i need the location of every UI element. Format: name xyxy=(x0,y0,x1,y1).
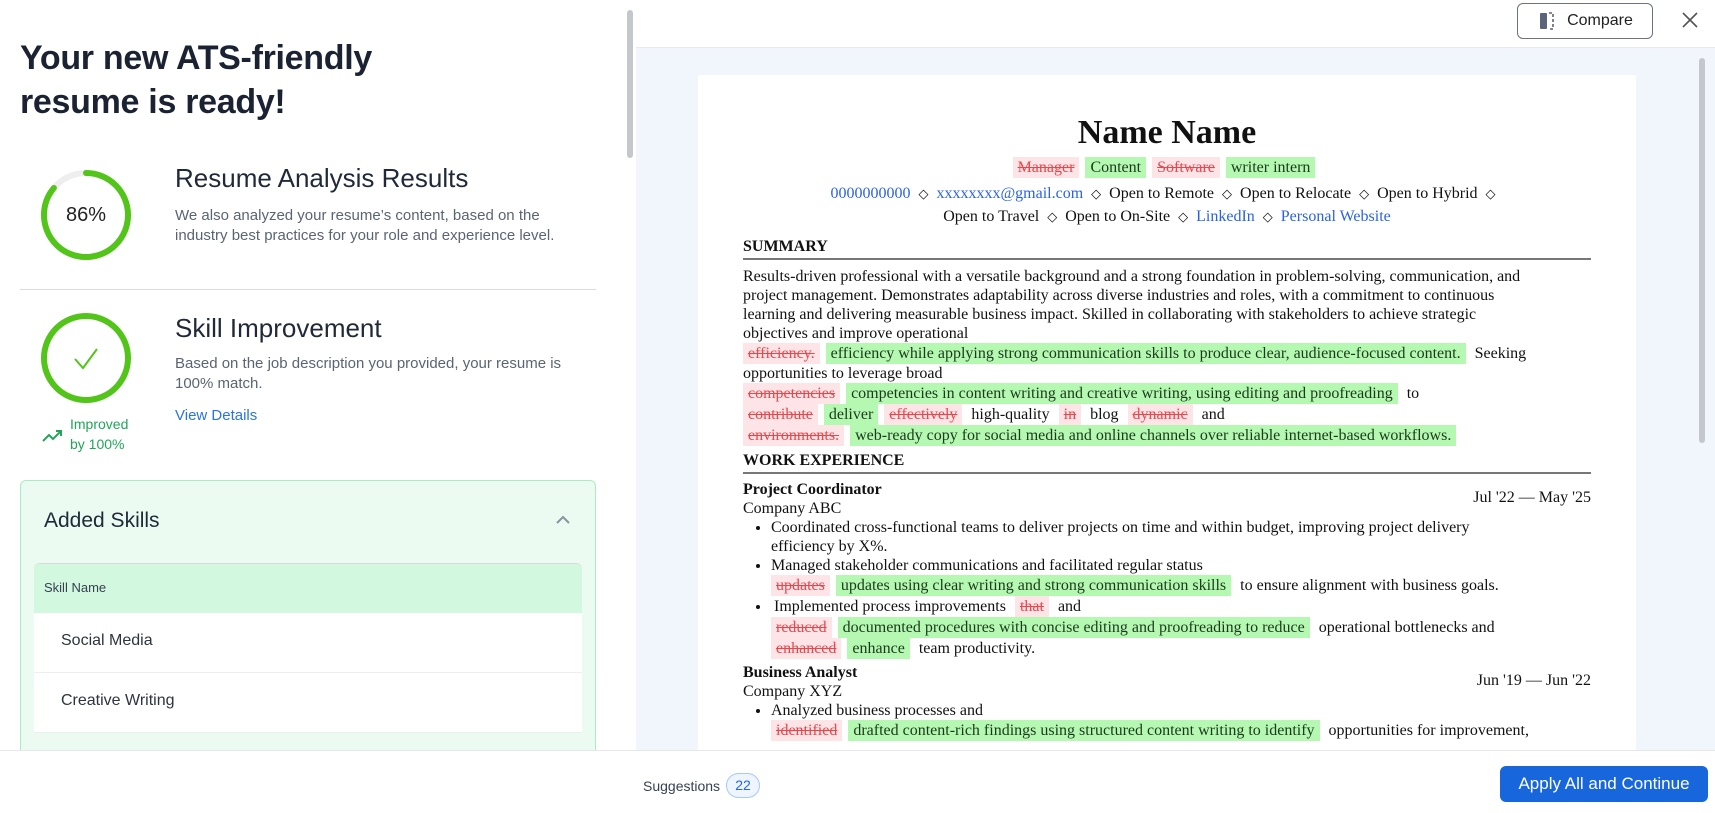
added-text-suggestion: deliver xyxy=(824,404,878,425)
improved-indicator xyxy=(42,414,128,454)
resume-line: • Managed stakeholder communications and facilitated regular status xyxy=(771,557,1203,574)
resume-text: operational bottlenecks and xyxy=(1318,619,1495,636)
resume-line xyxy=(743,425,1591,446)
left-scrollbar[interactable] xyxy=(625,0,636,750)
footer-bar xyxy=(0,750,1715,813)
bullet-item xyxy=(771,518,1591,556)
removed-text-suggestion: environments. xyxy=(743,425,844,446)
resume-line xyxy=(771,720,1591,741)
resume-line: efficiency by X%. xyxy=(771,538,888,555)
added-skills-heading: Added Skills xyxy=(44,509,160,532)
bullet-item xyxy=(771,556,1591,596)
title-line-1: Your new ATS-friendly xyxy=(20,39,372,77)
contact-line xyxy=(743,205,1591,228)
view-details-link[interactable]: View Details xyxy=(175,407,258,424)
job-bullets xyxy=(771,701,1591,741)
resume-page xyxy=(698,75,1636,750)
added-text-suggestion: competencies in content writing and creative writing, using editing and proofreading xyxy=(846,383,1398,404)
resume-line: learning and delivering measurable business impact. Skilled in collaborating with stakeholders to achieve strategic xyxy=(743,306,1477,323)
resume-text: high-quality xyxy=(971,406,1050,423)
diamond-separator-icon: ◇ xyxy=(1222,186,1233,201)
contact-link[interactable]: xxxxxxxx@gmail.com xyxy=(936,185,1084,202)
resume-line xyxy=(743,343,1591,364)
removed-text-suggestion: updates xyxy=(771,575,830,596)
summary-section xyxy=(743,267,1591,446)
removed-text-suggestion: efficiency. xyxy=(743,343,820,364)
resume-text: Seeking xyxy=(1474,345,1527,362)
score-value: 86% xyxy=(65,204,107,226)
added-text-suggestion: enhance xyxy=(847,638,909,659)
contact-item: Open to Relocate xyxy=(1240,185,1352,202)
contact-item: Open to Remote xyxy=(1109,185,1215,202)
job-title: Project Coordinator xyxy=(743,481,882,498)
resume-line: objectives and improve operational xyxy=(743,325,969,342)
check-icon xyxy=(75,349,97,368)
work-experience-heading: WORK EXPERIENCE xyxy=(743,452,1591,474)
removed-text-suggestion: that xyxy=(1015,596,1049,617)
contact-item: Open to Travel xyxy=(943,208,1040,225)
preview-scrollbar[interactable] xyxy=(1696,48,1708,750)
resume-text: to xyxy=(1406,385,1420,402)
score-ring xyxy=(39,168,133,262)
diamond-separator-icon: ◇ xyxy=(1178,209,1189,224)
resume-line: • Coordinated cross-functional teams to deliver projects on time and within budget, improving project delivery xyxy=(771,519,1470,536)
diamond-separator-icon: ◇ xyxy=(1091,186,1102,201)
diamond-separator-icon: ◇ xyxy=(1262,209,1273,224)
contact-link[interactable]: LinkedIn xyxy=(1196,208,1255,225)
added-text-suggestion: drafted content-rich findings using structured content writing to identify xyxy=(848,720,1319,741)
resume-title-line xyxy=(743,157,1591,178)
resume-preview-panel xyxy=(636,0,1715,750)
table-row: Creative Writing xyxy=(34,673,582,733)
company-name: Company XYZ xyxy=(743,683,843,700)
column-header-skill-name: Skill Name xyxy=(34,564,582,613)
resume-text: and xyxy=(1201,406,1225,423)
bullet-item xyxy=(771,701,1591,741)
skills-table xyxy=(34,563,582,733)
contact-link[interactable]: 0000000000 xyxy=(830,185,911,202)
job-dates: Jul '22 — May '25 xyxy=(1473,489,1591,506)
added-text-suggestion: writer intern xyxy=(1226,157,1316,178)
removed-text-suggestion: enhanced xyxy=(771,638,841,659)
added-text-suggestion: documented procedures with concise editing and proofreading to reduce xyxy=(838,617,1310,638)
trending-up-icon xyxy=(42,426,64,444)
added-text-suggestion: updates using clear writing and strong communication skills xyxy=(836,575,1231,596)
resume-line: opportunities to leverage broad xyxy=(743,365,943,382)
bullet-item xyxy=(771,596,1591,659)
removed-text-suggestion: reduced xyxy=(771,617,832,638)
contact-link[interactable]: Personal Website xyxy=(1280,208,1391,225)
page-title xyxy=(20,36,372,124)
resume-text: team productivity. xyxy=(918,640,1036,657)
skill-description: Based on the job description you provided, your resume is 100% match. xyxy=(175,355,562,392)
resume-line xyxy=(771,638,1591,659)
resume-line xyxy=(771,596,1591,617)
close-icon[interactable] xyxy=(1678,8,1702,32)
table-row: Social Media xyxy=(34,613,582,673)
removed-text-suggestion: Manager xyxy=(1013,157,1080,178)
job-dates: Jun '19 — Jun '22 xyxy=(1476,672,1591,689)
resume-line: project management. Demonstrates adaptability across diverse industries and roles, with a commitment to continuous xyxy=(743,287,1495,304)
added-skills-panel xyxy=(20,480,596,750)
resume-text: opportunities for improvement, xyxy=(1328,722,1529,739)
suggestions-indicator xyxy=(643,773,760,798)
resume-line: Results-driven professional with a versatile background and a strong foundation in problem-solving, communication, and xyxy=(743,268,1521,285)
added-text-suggestion: Content xyxy=(1085,157,1146,178)
compare-icon xyxy=(1537,11,1557,31)
job-header xyxy=(743,481,1591,506)
job-title: Business Analyst xyxy=(743,664,858,681)
removed-text-suggestion: Software xyxy=(1152,157,1220,178)
diamond-separator-icon: ◇ xyxy=(1047,209,1058,224)
removed-text-suggestion: dynamic xyxy=(1128,404,1193,425)
resume-line xyxy=(743,383,1591,404)
removed-text-suggestion: competencies xyxy=(743,383,840,404)
removed-text-suggestion: in xyxy=(1059,404,1081,425)
job-header xyxy=(743,664,1591,689)
preview-toolbar xyxy=(636,0,1715,48)
summary-heading: SUMMARY xyxy=(743,238,1591,260)
compare-label: Compare xyxy=(1567,12,1633,29)
work-experience-section xyxy=(743,481,1591,741)
company-name: Company ABC xyxy=(743,500,842,517)
chevron-up-icon[interactable] xyxy=(553,513,573,527)
resume-line xyxy=(743,404,1591,425)
resume-line xyxy=(771,617,1591,638)
contact-item: Open to On-Site xyxy=(1065,208,1171,225)
suggestions-label: Suggestions xyxy=(643,777,721,794)
removed-text-suggestion: contribute xyxy=(743,404,818,425)
resume-text: and xyxy=(1057,598,1082,615)
resume-viewer xyxy=(636,48,1715,750)
analysis-description: We also analyzed your resume’s content, based on the industry best practices for your role and experience level. xyxy=(175,207,555,244)
title-line-2: resume is ready! xyxy=(20,83,286,121)
added-text-suggestion: efficiency while applying strong communication skills to produce clear, audience-focused content. xyxy=(826,343,1466,364)
resume-text: Implemented process improvements xyxy=(774,598,1006,615)
results-panel xyxy=(0,0,636,750)
improved-label: Improved xyxy=(70,416,129,432)
divider xyxy=(20,289,596,290)
diamond-separator-icon: ◇ xyxy=(1359,186,1370,201)
added-text-suggestion: web-ready copy for social media and online channels over reliable internet-based workflows. xyxy=(850,425,1456,446)
resume-name: Name Name xyxy=(1077,114,1257,151)
resume-line: • Analyzed business processes and xyxy=(771,702,983,719)
suggestions-count-badge: 22 xyxy=(726,773,760,798)
resume-text: blog xyxy=(1090,406,1119,423)
diamond-separator-icon: ◇ xyxy=(1485,186,1496,201)
apply-all-button[interactable]: Apply All and Continue xyxy=(1500,766,1708,802)
removed-text-suggestion: effectively xyxy=(884,404,962,425)
resume-text: to ensure alignment with business goals. xyxy=(1240,577,1499,594)
analysis-heading: Resume Analysis Results xyxy=(175,163,469,193)
contact-item: Open to Hybrid xyxy=(1377,185,1478,202)
compare-button[interactable] xyxy=(1517,3,1653,39)
resume-line xyxy=(771,575,1591,596)
contact-line xyxy=(743,182,1591,205)
skill-ring xyxy=(39,311,133,405)
job-bullets xyxy=(771,518,1591,659)
diamond-separator-icon: ◇ xyxy=(918,186,929,201)
removed-text-suggestion: identified xyxy=(771,720,842,741)
improved-value: by 100% xyxy=(70,436,125,452)
skill-heading: Skill Improvement xyxy=(175,313,382,343)
